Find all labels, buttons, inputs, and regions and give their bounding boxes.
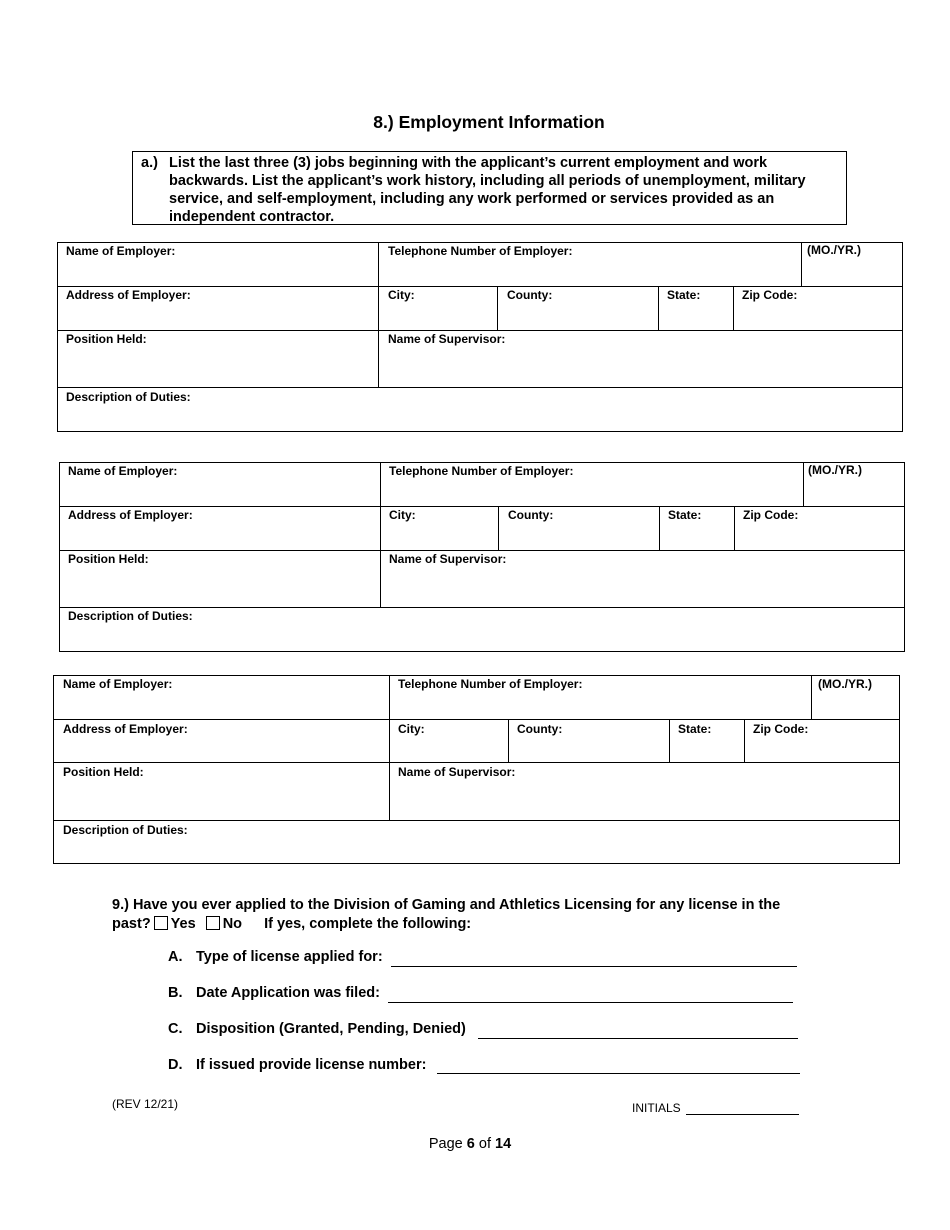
position-field[interactable]: Position Held: bbox=[68, 552, 149, 566]
city-field[interactable]: City: bbox=[389, 508, 416, 522]
no-checkbox[interactable] bbox=[206, 916, 220, 930]
position-field[interactable]: Position Held: bbox=[63, 765, 144, 779]
question-9 bbox=[112, 896, 832, 934]
supervisor-field[interactable]: Name of Supervisor: bbox=[398, 765, 516, 779]
name-of-employer-field[interactable]: Name of Employer: bbox=[63, 677, 173, 691]
employer-block-2 bbox=[59, 462, 905, 652]
page-of: of bbox=[478, 1136, 491, 1152]
yes-label: Yes bbox=[170, 916, 196, 932]
revision-label: (REV 12/21) bbox=[112, 1097, 179, 1111]
name-of-employer-field[interactable]: Name of Employer: bbox=[68, 464, 178, 478]
instructions-text: List the last three (3) jobs beginning with the applicant’s current employment and work backwards. List the applicant’s work history, including all periods of unemployment, military service, and self-employment, including any work performed or services provided as an independent contractor. bbox=[169, 155, 806, 225]
page-prefix: Page bbox=[428, 1136, 463, 1152]
position-field[interactable]: Position Held: bbox=[66, 332, 147, 346]
initials-label: INITIALS bbox=[632, 1101, 681, 1115]
item-b bbox=[168, 985, 380, 1001]
name-of-employer-field[interactable]: Name of Employer: bbox=[66, 244, 176, 258]
item-d-line[interactable] bbox=[437, 1073, 800, 1074]
page-total: 14 bbox=[495, 1136, 512, 1152]
no-label: No bbox=[222, 916, 243, 932]
state-field[interactable]: State: bbox=[678, 722, 712, 736]
instructions-label: a.) bbox=[141, 155, 158, 171]
initials-line[interactable] bbox=[686, 1114, 799, 1115]
mo-yr-field[interactable]: (MO./YR.) bbox=[807, 243, 861, 257]
item-c-label: Disposition (Granted, Pending, Denied) bbox=[196, 1021, 466, 1037]
item-a-letter: A. bbox=[168, 949, 183, 965]
address-field[interactable]: Address of Employer: bbox=[68, 508, 193, 522]
county-field[interactable]: County: bbox=[507, 288, 553, 302]
telephone-field[interactable]: Telephone Number of Employer: bbox=[388, 244, 573, 258]
zip-field[interactable]: Zip Code: bbox=[753, 722, 809, 736]
item-c-letter: C. bbox=[168, 1021, 183, 1037]
address-field[interactable]: Address of Employer: bbox=[66, 288, 191, 302]
section-title: 8.) Employment Information bbox=[373, 112, 605, 132]
item-d-letter: D. bbox=[168, 1057, 183, 1073]
duties-field[interactable]: Description of Duties: bbox=[68, 609, 193, 623]
question-9-line2 bbox=[112, 915, 832, 934]
mo-yr-field[interactable]: (MO./YR.) bbox=[818, 677, 872, 691]
state-field[interactable]: State: bbox=[667, 288, 701, 302]
question-9-line1: 9.) Have you ever applied to the Division of Gaming and Athletics Licensing for any license in the bbox=[112, 897, 781, 913]
supervisor-field[interactable]: Name of Supervisor: bbox=[389, 552, 507, 566]
instructions-box bbox=[132, 151, 847, 225]
follow-text: If yes, complete the following: bbox=[264, 916, 472, 932]
item-b-letter: B. bbox=[168, 985, 183, 1001]
item-c bbox=[168, 1021, 466, 1037]
state-field[interactable]: State: bbox=[668, 508, 702, 522]
page-current: 6 bbox=[466, 1136, 475, 1152]
zip-field[interactable]: Zip Code: bbox=[743, 508, 799, 522]
address-field[interactable]: Address of Employer: bbox=[63, 722, 188, 736]
yes-checkbox[interactable] bbox=[154, 916, 168, 930]
mo-yr-field[interactable]: (MO./YR.) bbox=[808, 463, 862, 477]
item-b-label: Date Application was filed: bbox=[196, 985, 380, 1001]
duties-field[interactable]: Description of Duties: bbox=[63, 823, 188, 837]
telephone-field[interactable]: Telephone Number of Employer: bbox=[389, 464, 574, 478]
duties-field[interactable]: Description of Duties: bbox=[66, 390, 191, 404]
item-c-line[interactable] bbox=[478, 1038, 798, 1039]
employer-block-3 bbox=[53, 675, 900, 864]
question-9-past: past? bbox=[112, 916, 151, 932]
item-a bbox=[168, 949, 383, 965]
telephone-field[interactable]: Telephone Number of Employer: bbox=[398, 677, 583, 691]
zip-field[interactable]: Zip Code: bbox=[742, 288, 798, 302]
item-b-line[interactable] bbox=[388, 1002, 793, 1003]
city-field[interactable]: City: bbox=[398, 722, 425, 736]
item-a-label: Type of license applied for: bbox=[196, 949, 383, 965]
employer-block-1 bbox=[57, 242, 903, 432]
item-d-label: If issued provide license number: bbox=[196, 1057, 427, 1073]
city-field[interactable]: City: bbox=[388, 288, 415, 302]
supervisor-field[interactable]: Name of Supervisor: bbox=[388, 332, 506, 346]
page-number bbox=[0, 1136, 940, 1152]
county-field[interactable]: County: bbox=[517, 722, 563, 736]
item-d bbox=[168, 1057, 426, 1073]
county-field[interactable]: County: bbox=[508, 508, 554, 522]
item-a-line[interactable] bbox=[391, 966, 797, 967]
